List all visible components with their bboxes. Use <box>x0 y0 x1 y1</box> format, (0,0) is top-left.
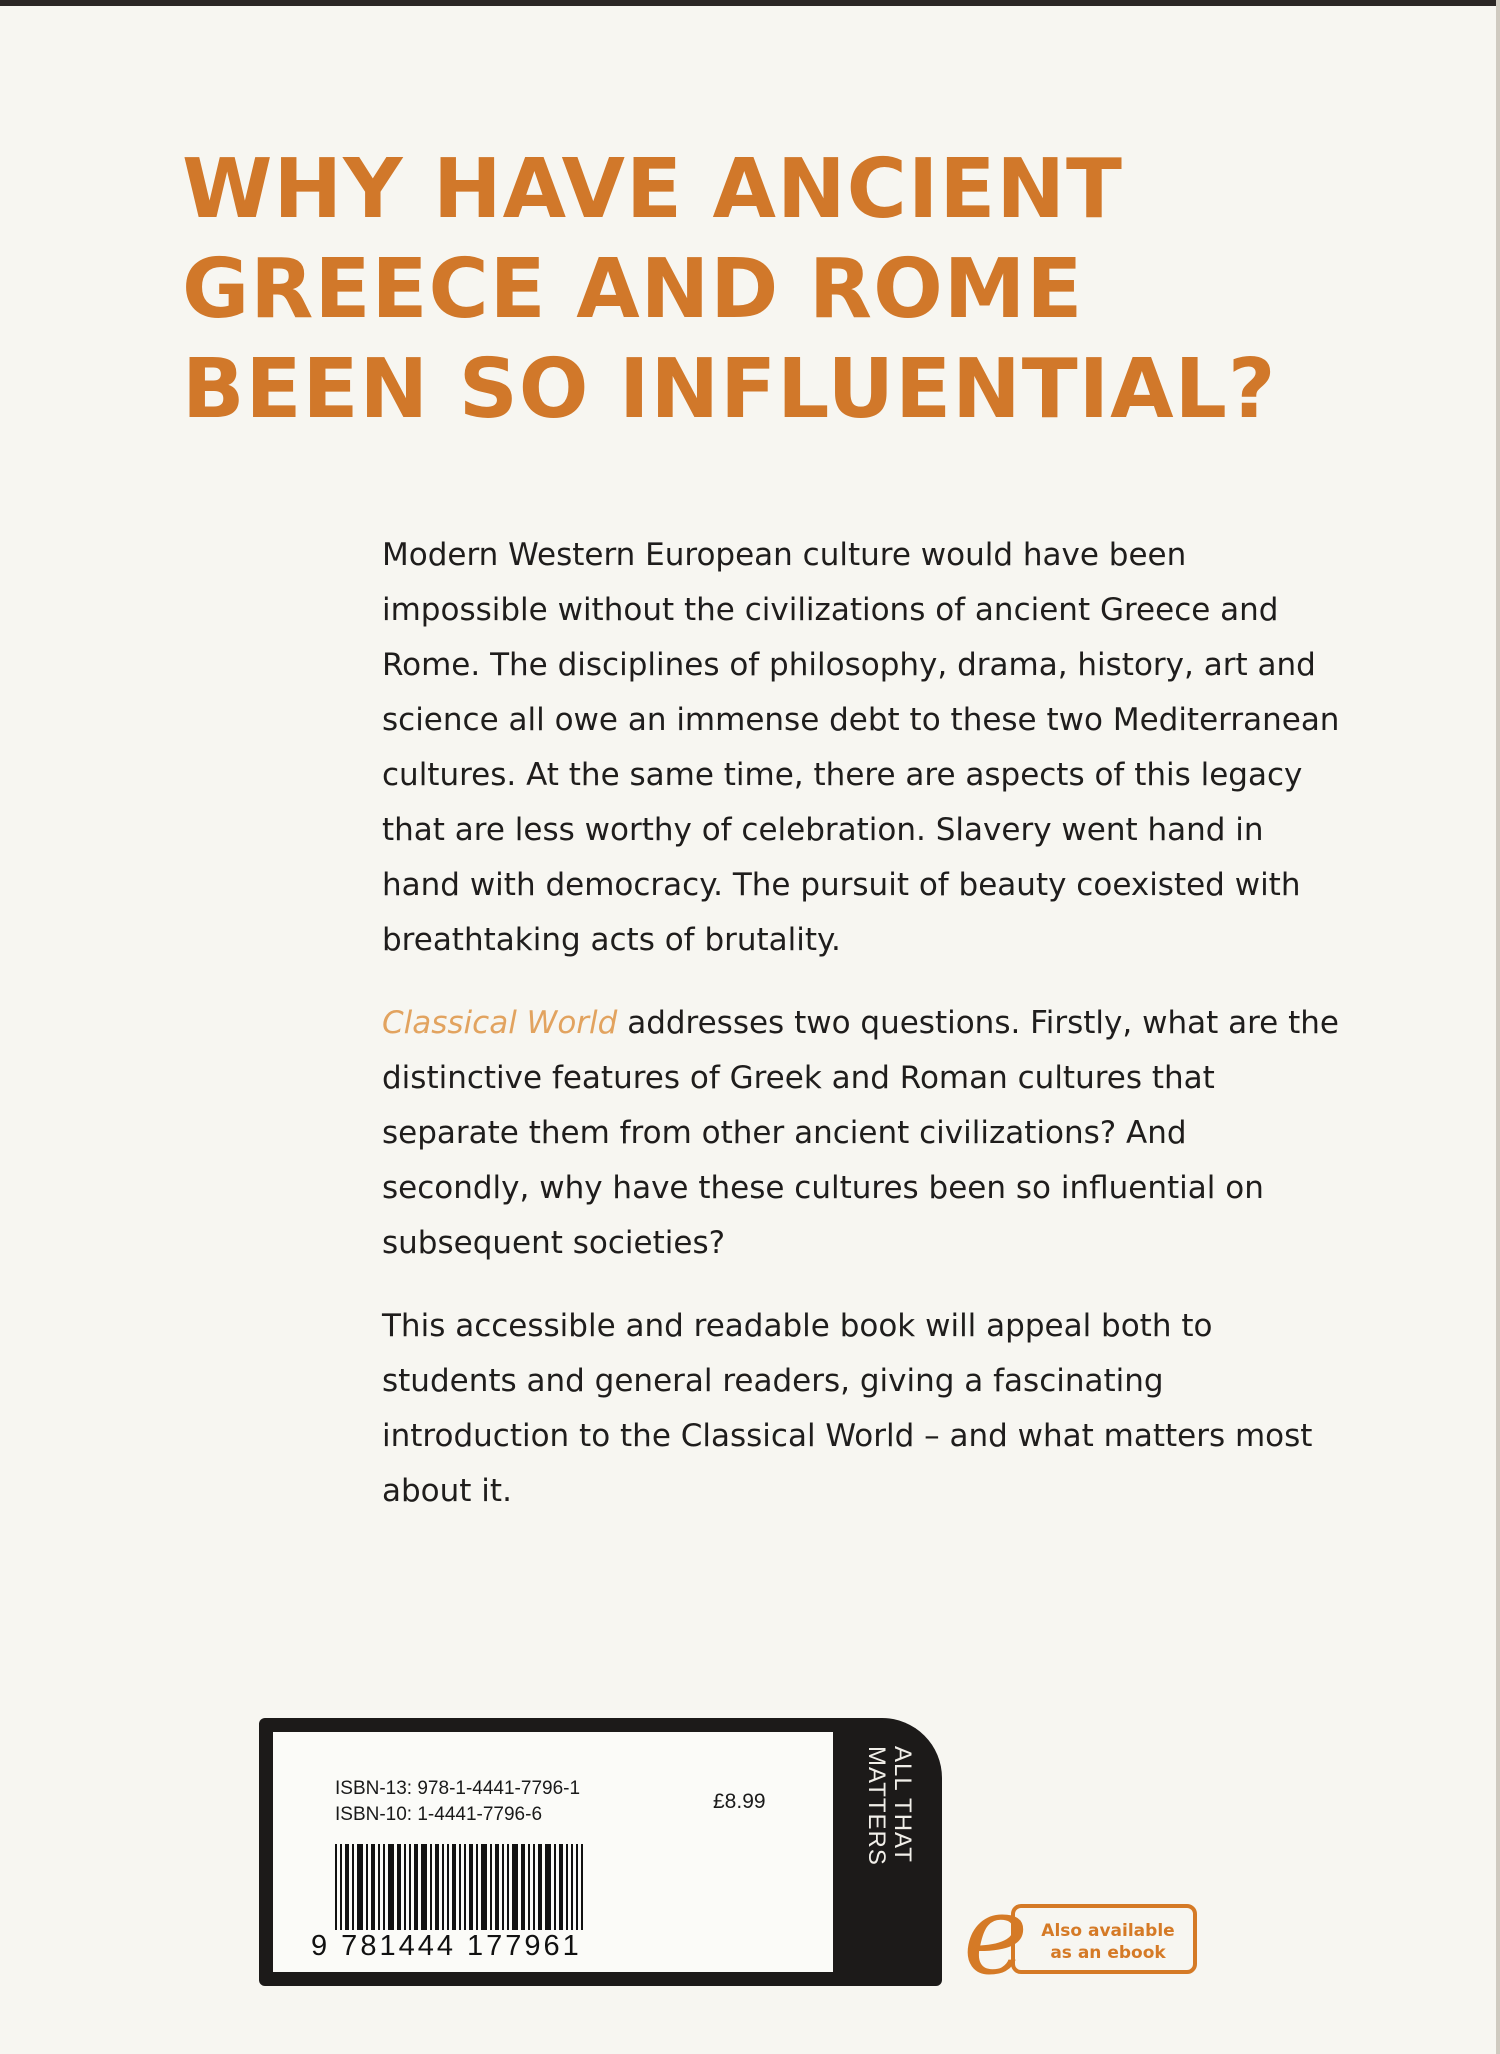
ebook-line-1: Also available <box>1041 1921 1175 1941</box>
blurb <box>382 528 1342 1547</box>
page-edge-top <box>0 0 1500 6</box>
headline-line-2: GREECE AND ROME <box>182 242 1084 337</box>
blurb-paragraph-2 <box>382 996 1342 1271</box>
series-line-1: ALL THAT <box>889 1746 916 1863</box>
ebook-badge <box>963 1871 1203 1999</box>
price: £8.99 <box>713 1790 766 1813</box>
barcode-icon <box>335 1844 603 1944</box>
blurb-paragraph-2-text: addresses two questions. Firstly, what are the distinctive features of Greek and Roman cultures that separate them from other ancient civilizations? And secondly, why have these cultures been so influential on subsequent societies? <box>382 1005 1339 1261</box>
page-edge-right <box>1496 0 1500 2054</box>
book-title: Classical World <box>382 1005 618 1041</box>
barcode-digits: 9 781444 177961 <box>311 1930 582 1962</box>
ebook-line-2: as an ebook <box>1050 1943 1166 1963</box>
ebook-text <box>1023 1920 1193 1964</box>
barcode-panel <box>259 1718 942 1986</box>
isbn-10: ISBN-10: 1-4441-7796-6 <box>335 1804 543 1825</box>
headline-line-3: BEEN SO INFLUENTIAL? <box>182 342 1277 437</box>
blurb-paragraph-3: This accessible and readable book will appeal both to students and general readers, giving a fascinating introduction to the Classical World – and what matters most about it. <box>382 1308 1313 1509</box>
series-label <box>859 1746 915 1946</box>
headline <box>182 140 1276 440</box>
barcode-box <box>273 1732 833 1972</box>
blurb-paragraph-1: Modern Western European culture would have been impossible without the civilizations of ancient Greece and Rome. The disciplines of philosophy, drama, history, art and science all owe an immense debt to these two Mediterranean cultures. At the same time, there are aspects of this legacy that are less worthy of celebration. Slavery went hand in hand with democracy. The pursuit of beauty coexisted with breathtaking acts of brutality. <box>382 537 1340 958</box>
series-line-2: MATTERS <box>863 1746 890 1866</box>
headline-line-1: WHY HAVE ANCIENT <box>182 142 1123 237</box>
isbn-13: ISBN-13: 978-1-4441-7796-1 <box>335 1778 581 1799</box>
isbn-block <box>335 1776 580 1828</box>
ebook-e-icon: e <box>963 1871 1029 1999</box>
